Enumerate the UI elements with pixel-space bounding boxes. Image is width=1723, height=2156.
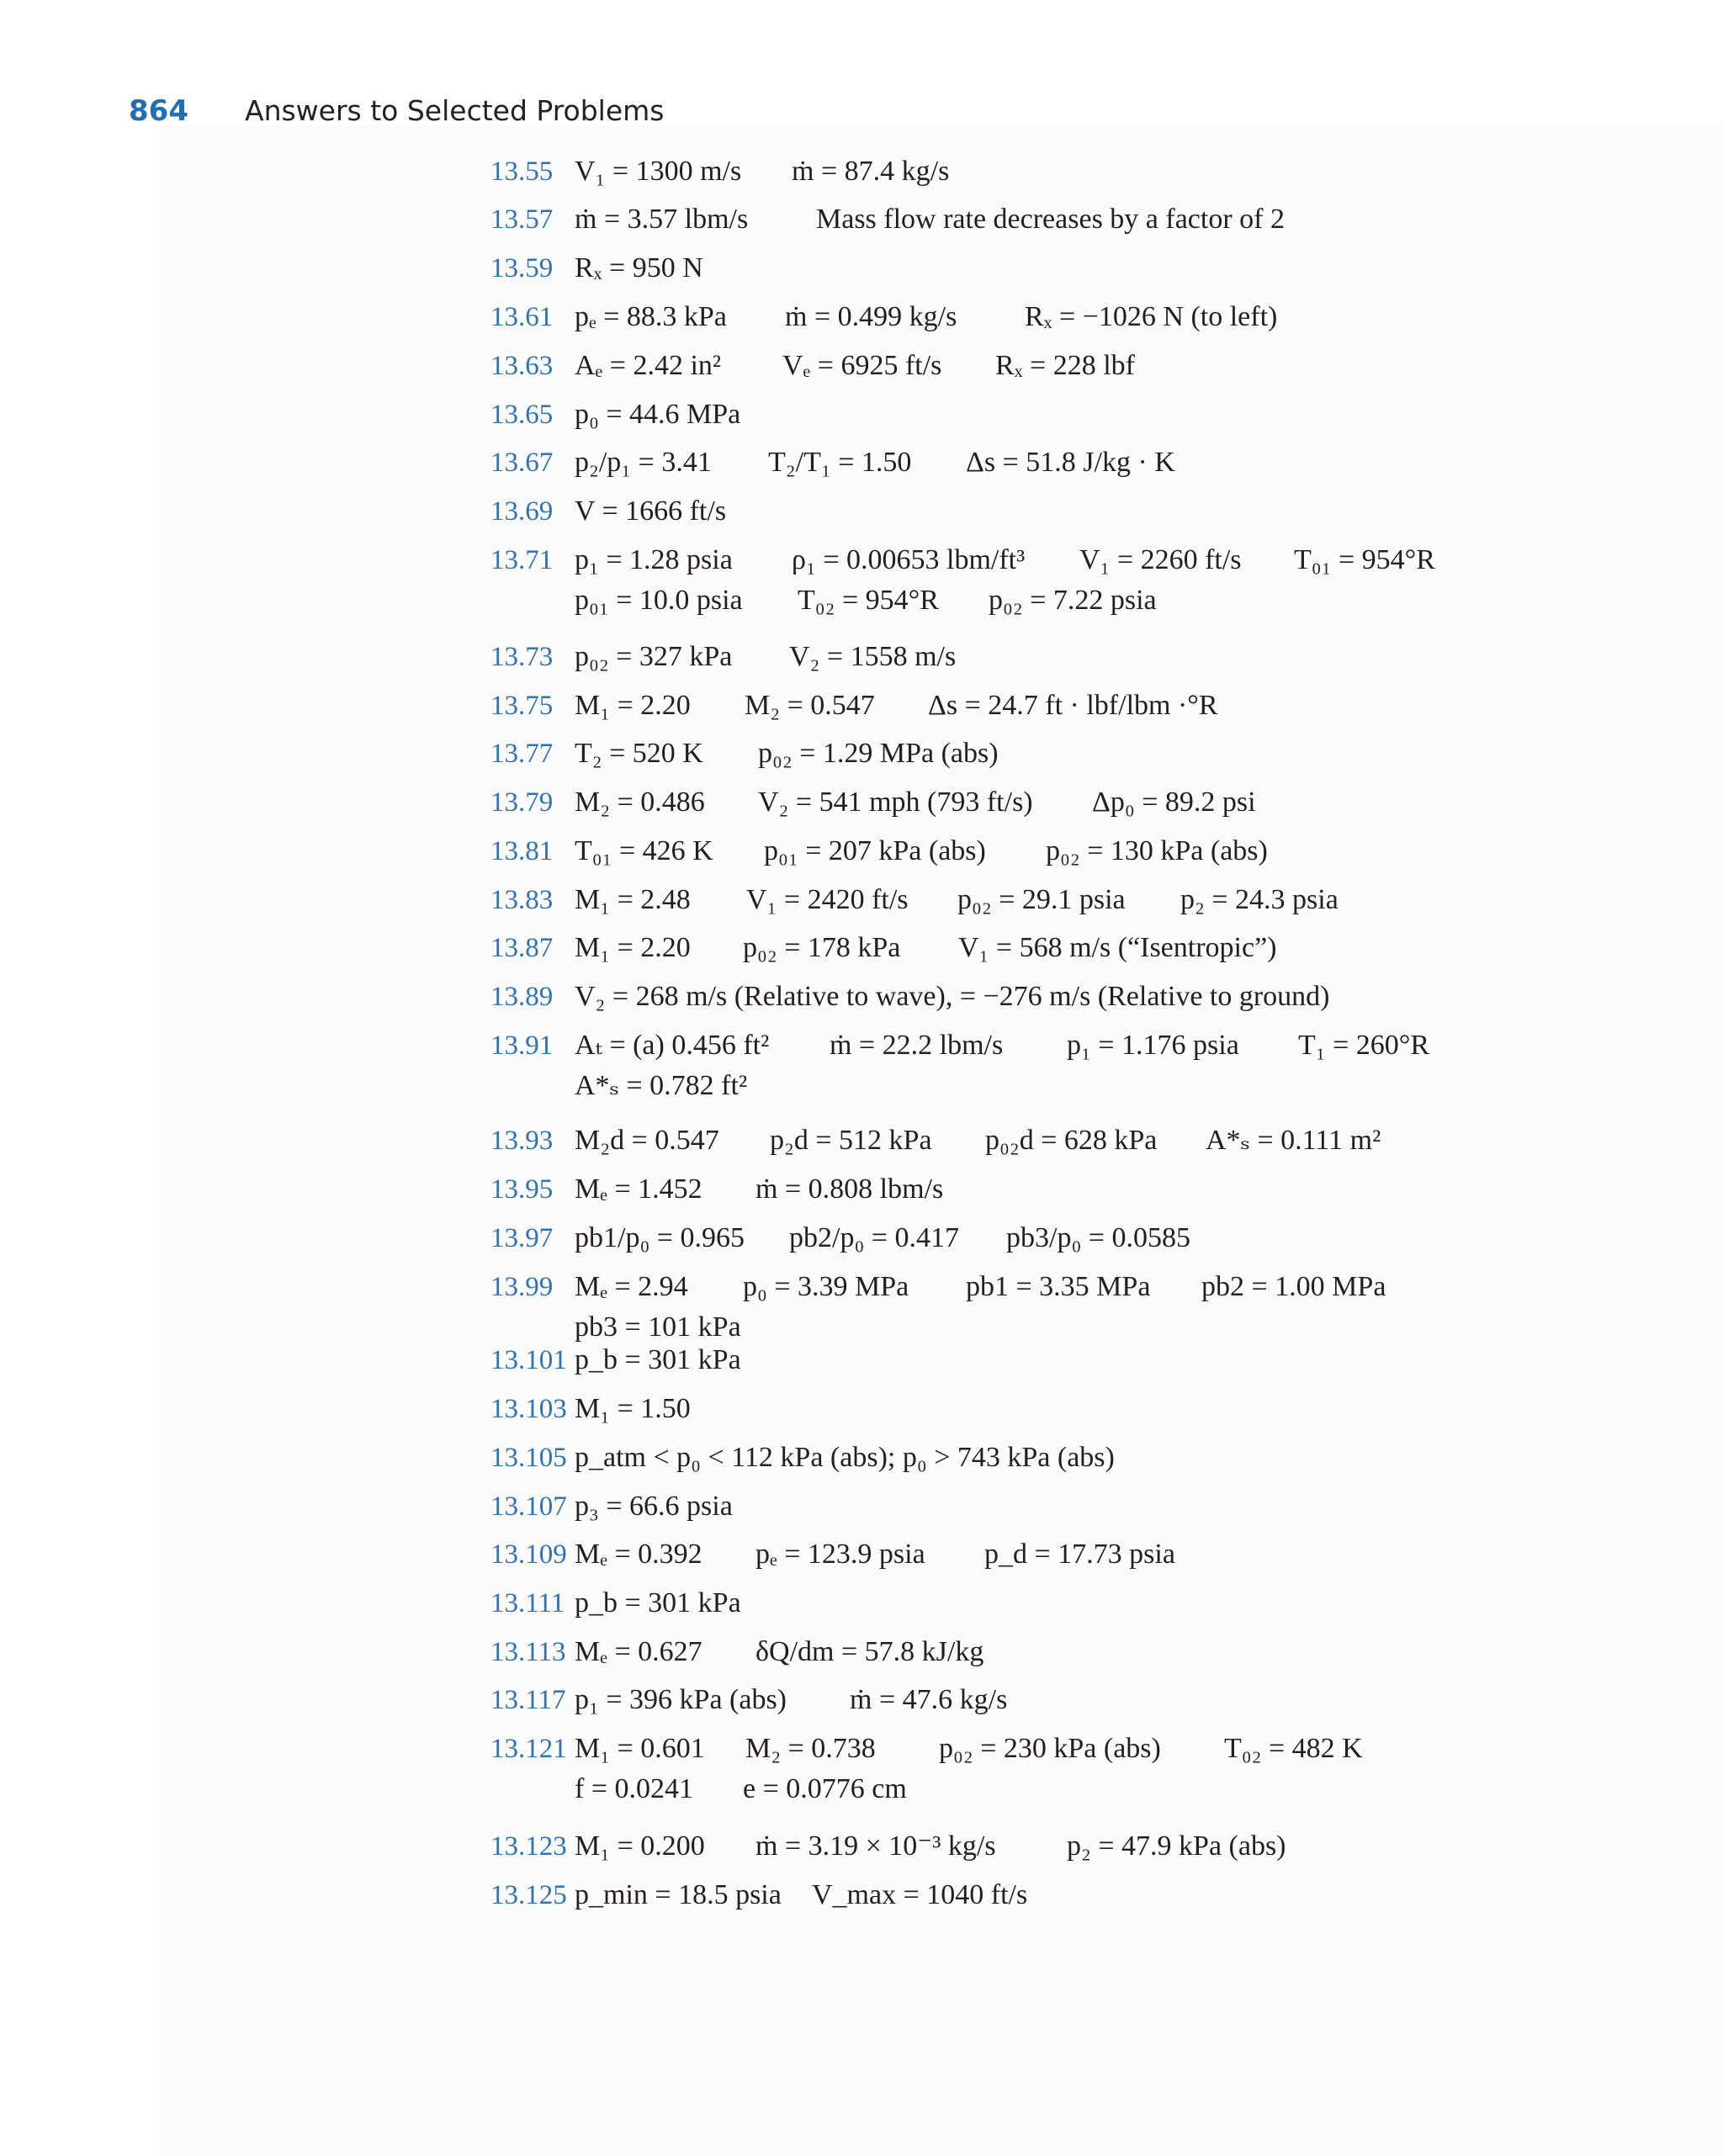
answer-value: p₀ = 3.39 MPa [743,1271,909,1302]
problem-number: 13.123 [490,1831,567,1862]
answer-value: p₁ = 1.28 psia [575,544,733,575]
answer-value: p_d = 17.73 psia [984,1539,1175,1570]
problem-number: 13.61 [490,302,554,332]
answer-value: Mₑ = 1.452 [575,1173,702,1205]
answer-value: ṁ = 0.808 lbm/s [755,1173,944,1205]
answer-value: p₁ = 1.176 psia [1067,1030,1239,1061]
problem-number: 13.105 [490,1443,567,1473]
answer-value: pₑ = 123.9 psia [755,1539,925,1570]
problem-number: 13.79 [490,787,554,818]
answer-value: p₀₁ = 207 kPa (abs) [764,835,986,866]
answer-value: p_min = 18.5 psia [575,1879,782,1910]
answer-value: Mass flow rate decreases by a factor of 2 [816,204,1285,235]
answer-value: p_b = 301 kPa [575,1587,741,1618]
answer-value: p₂/p₁ = 3.41 [575,447,712,478]
problem-number: 13.75 [490,691,554,721]
answer-value: M₂ = 0.547 [745,690,875,721]
problem-number: 13.63 [490,351,554,381]
problem-number: 13.91 [490,1030,554,1061]
answer-value: ṁ = 47.6 kg/s [850,1684,1008,1715]
answer-value: ṁ = 3.57 lbm/s [575,204,749,235]
answer-value: p_b = 301 kPa [575,1344,741,1375]
answer-value: p₀₂ = 7.22 psia [989,585,1157,616]
answer-value: T₀₂ = 954°R [798,585,939,616]
answer-value: δQ/dm = 57.8 kJ/kg [755,1636,984,1667]
answer-value: p₁ = 396 kPa (abs) [575,1684,787,1715]
answer-value: p_atm < p₀ < 112 kPa (abs); p₀ > 743 kPa (abs) [575,1442,1115,1473]
answer-value: Rₓ = 950 N [575,252,703,283]
page-number: 864 [129,94,188,128]
problem-number: 13.125 [490,1880,567,1910]
problem-number: 13.89 [490,982,554,1012]
problem-number: 13.59 [490,253,554,283]
answer-value: p₀₂ = 178 kPa [743,932,901,963]
problem-number: 13.101 [490,1345,567,1375]
answer-value: V₁ = 568 m/s (“Isentropic”) [958,932,1277,963]
answer-value: V₂ = 541 mph (793 ft/s) [758,787,1033,818]
answer-value: pb3 = 101 kPa [575,1311,741,1343]
answer-value: pb2/p₀ = 0.417 [789,1222,959,1253]
answer-value: p₀₁ = 10.0 psia [575,585,743,616]
answer-value: M₂d = 0.547 [575,1125,719,1156]
problem-number: 13.65 [490,400,554,430]
problem-number: 13.109 [490,1539,567,1570]
answer-value: pb2 = 1.00 MPa [1201,1271,1386,1302]
answer-value: A*ₛ = 0.111 m² [1206,1125,1381,1156]
answer-value: Rₓ = −1026 N (to left) [1025,301,1278,332]
answer-value: f = 0.0241 [575,1773,693,1804]
problem-number: 13.83 [490,885,554,915]
answer-value: p₃ = 66.6 psia [575,1491,733,1522]
answer-value: M₁ = 0.200 [575,1830,705,1862]
problem-number: 13.87 [490,933,554,963]
problem-number: 13.121 [490,1734,567,1764]
answer-value: p₀ = 44.6 MPa [575,399,741,430]
problem-number: 13.113 [490,1637,566,1667]
answer-value: V₂ = 1558 m/s [789,641,957,672]
answer-value: V_max = 1040 ft/s [812,1879,1028,1910]
answer-value: pb3/p₀ = 0.0585 [1006,1222,1190,1253]
problem-number: 13.77 [490,739,554,769]
problem-number: 13.55 [490,156,554,187]
answer-value: ṁ = 0.499 kg/s [785,301,957,332]
answer-value: Rₓ = 228 lbf [995,350,1135,381]
answer-value: p₂ = 47.9 kPa (abs) [1067,1830,1286,1862]
problem-number: 13.71 [490,545,554,575]
answer-value: V = 1666 ft/s [575,495,727,527]
answer-value: V₁ = 1300 m/s [575,156,742,187]
answer-value: M₁ = 2.20 [575,690,691,721]
problem-number: 13.95 [490,1174,554,1205]
answer-value: A*ₛ = 0.782 ft² [575,1070,748,1101]
answer-value: V₁ = 2420 ft/s [746,884,909,915]
answer-value: ṁ = 22.2 lbm/s [830,1030,1004,1061]
running-title: Answers to Selected Problems [245,94,665,127]
answer-value: M₁ = 0.601 [575,1733,705,1764]
answer-value: M₂ = 0.486 [575,787,705,818]
answer-value: Mₑ = 0.392 [575,1539,702,1570]
problem-number: 13.97 [490,1223,554,1253]
answer-value: Mₑ = 0.627 [575,1636,702,1667]
answer-value: Δs = 51.8 J/kg · K [966,447,1175,478]
problem-number: 13.69 [490,496,554,527]
answer-value: V₁ = 2260 ft/s [1079,544,1242,575]
answer-value: pb1/p₀ = 0.965 [575,1222,745,1253]
answer-value: p₀₂ = 1.29 MPa (abs) [758,738,999,769]
answer-value: p₀₂d = 628 kPa [985,1125,1158,1156]
answer-value: pₑ = 88.3 kPa [575,301,727,332]
answer-value: Δp₀ = 89.2 psi [1092,787,1256,818]
answer-value: M₁ = 2.48 [575,884,691,915]
answer-value: Vₑ = 6925 ft/s [782,350,942,381]
answer-value: Mₑ = 2.94 [575,1271,688,1302]
problem-number: 13.93 [490,1126,554,1156]
answer-value: T₂/T₁ = 1.50 [768,447,912,478]
answer-value: Aₑ = 2.42 in² [575,350,722,381]
answer-value: Δs = 24.7 ft · lbf/lbm ·°R [928,690,1218,721]
answer-value: p₂d = 512 kPa [770,1125,932,1156]
answer-value: p₀₂ = 327 kPa [575,641,733,672]
problem-number: 13.73 [490,642,554,672]
problem-number: 13.111 [490,1588,565,1618]
problem-number: 13.57 [490,204,554,235]
answer-value: ṁ = 87.4 kg/s [792,156,950,187]
problem-number: 13.81 [490,836,554,866]
answer-value: Aₜ = (a) 0.456 ft² [575,1030,770,1061]
answer-value: ρ₁ = 0.00653 lbm/ft³ [792,544,1026,575]
answer-value: T₁ = 260°R [1298,1030,1430,1061]
answer-value: T₀₁ = 954°R [1294,544,1435,575]
answer-value: M₂ = 0.738 [745,1733,876,1764]
answer-value: M₁ = 2.20 [575,932,691,963]
answer-value: e = 0.0776 cm [743,1773,907,1804]
problem-number: 13.117 [490,1685,566,1715]
answer-value: V₂ = 268 m/s (Relative to wave), = −276 m/s (Relative to ground) [575,981,1330,1012]
answer-value: T₂ = 520 K [575,738,703,769]
answer-value: T₀₁ = 426 K [575,835,713,866]
answer-value: M₁ = 1.50 [575,1393,691,1424]
answer-value: T₀₂ = 482 K [1224,1733,1363,1764]
answer-value: p₀₂ = 29.1 psia [957,884,1126,915]
answer-value: p₂ = 24.3 psia [1180,884,1339,915]
problem-number: 13.107 [490,1491,567,1522]
problem-number: 13.67 [490,448,554,478]
answer-value: p₀₂ = 130 kPa (abs) [1046,835,1268,866]
problem-number: 13.99 [490,1272,554,1302]
answer-value: pb1 = 3.35 MPa [966,1271,1151,1302]
answer-value: ṁ = 3.19 × 10⁻³ kg/s [755,1830,996,1862]
answer-value: p₀₂ = 230 kPa (abs) [939,1733,1161,1764]
problem-number: 13.103 [490,1394,567,1424]
